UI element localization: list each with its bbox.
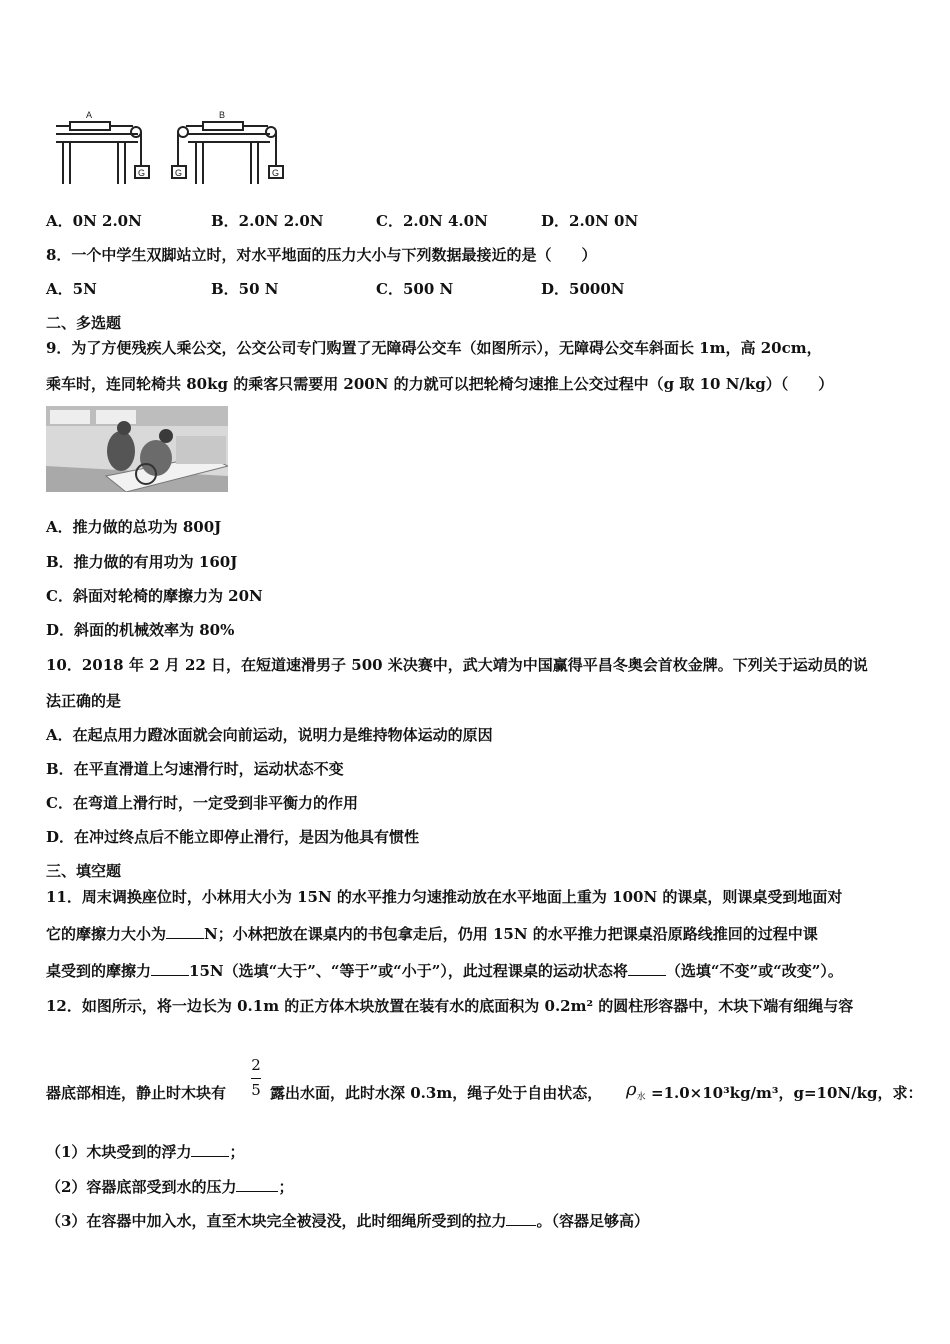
q7-label-b: B	[219, 110, 226, 120]
q12-line2-part3: =1.0×10³kg/m³，g=10N/kg，求：	[651, 1084, 923, 1102]
q9-option-b: B．推力做的有用功为 160J	[46, 553, 238, 571]
q12-blank-2[interactable]	[236, 1177, 278, 1192]
q11-blank-3[interactable]	[628, 961, 666, 976]
q11-line3	[46, 961, 843, 981]
q12-rho-subscript: 水	[636, 1092, 646, 1103]
q12-sub1	[46, 1142, 244, 1162]
q11-line3-part2: 15N（选填“大于”、“等于”或“小于”），此过程课桌的运动状态将	[189, 962, 628, 980]
q10-stem-line1: 10．2018 年 2 月 22 日，在短道速滑男子 500 米决赛中，武大靖为中国赢得平昌冬奥会首枚金牌。下列关于运动员的说	[46, 656, 868, 674]
q8-option-c: C．500 N	[376, 280, 454, 298]
q9-stem-line2: 乘车时，连同轮椅共 80kg 的乘客只需要用 200N 的力就可以把轮椅匀速推上公交过程中（g 取 10 N/kg）（ ）	[46, 375, 834, 393]
q12-rho	[626, 1080, 646, 1108]
q9-option-c: C．斜面对轮椅的摩擦力为 20N	[46, 587, 263, 605]
q12-fraction-bar	[251, 1078, 261, 1079]
q11-line2	[46, 924, 818, 944]
q8-option-b: B．50 N	[211, 280, 279, 298]
q9-option-d: D．斜面的机械效率为 80%	[46, 621, 235, 639]
q7-option-c: C．2.0N 4.0N	[376, 212, 488, 230]
q11-blank-2[interactable]	[151, 961, 189, 976]
q12-sub3-text: （3）在容器中加入水，直至木块完全被浸没，此时细绳所受到的拉力	[46, 1212, 507, 1230]
q12-fraction-numerator: 2	[251, 1056, 261, 1074]
q12-blank-1[interactable]	[191, 1142, 229, 1157]
q9-stem-line1: 9．为了方便残疾人乘公交，公交公司专门购置了无障碍公交车（如图所示），无障碍公交车斜面长 1m，高 20cm，	[46, 339, 822, 357]
q7-label-a: A	[86, 110, 93, 120]
q7-weight-3: G	[272, 168, 280, 178]
section2-title: 二、多选题	[46, 314, 122, 332]
q9-option-a: A．推力做的总功为 800J	[46, 518, 222, 536]
q11-line3-part1: 桌受到的摩擦力	[46, 962, 152, 980]
q12-sub3-end: 。（容器足够高）	[536, 1212, 649, 1230]
q11-line1: 11．周末调换座位时，小林用大小为 15N 的水平推力匀速推动放在水平地面上重为 100N 的课桌，则课桌受到地面对	[46, 888, 843, 906]
q10-option-b: B．在平直滑道上匀速滑行时，运动状态不变	[46, 760, 344, 778]
q7-weight-1: G	[138, 168, 146, 178]
q10-option-c: C．在弯道上滑行时，一定受到非平衡力的作用	[46, 794, 358, 812]
q10-stem-line2: 法正确的是	[46, 692, 122, 710]
q8-option-d: D．5000N	[541, 280, 625, 298]
q12-sub3	[46, 1211, 649, 1231]
q7-figure	[48, 104, 298, 190]
q12-sub2	[46, 1177, 293, 1197]
q11-line2-part2: N；小林把放在课桌内的书包拿走后，仍用 15N 的水平推力把课桌沿原路线推回的过程中课	[204, 925, 818, 943]
q7-option-d: D．2.0N 0N	[541, 212, 639, 230]
q12-line1: 12．如图所示，将一边长为 0.1m 的正方体木块放置在装有水的底面积为 0.2m² 的圆柱形容器中，木块下端有细绳与容	[46, 997, 854, 1015]
q12-sub1-text: （1）木块受到的浮力	[46, 1143, 192, 1161]
q12-sub2-text: （2）容器底部受到水的压力	[46, 1178, 237, 1196]
q12-sub1-end: ；	[229, 1143, 245, 1161]
q12-blank-3[interactable]	[506, 1211, 536, 1226]
q12-rho-symbol: ρ	[626, 1079, 637, 1100]
q10-option-d: D．在冲过终点后不能立即停止滑行，是因为他具有惯性	[46, 828, 420, 846]
q7-option-a: A．0N 2.0N	[46, 212, 142, 230]
q11-line2-part1: 它的摩擦力大小为	[46, 925, 167, 943]
q8-option-a: A．5N	[46, 280, 97, 298]
q8-stem: 8．一个中学生双脚站立时，对水平地面的压力大小与下列数据最接近的是（ ）	[46, 246, 597, 264]
q10-option-a: A．在起点用力蹬冰面就会向前运动，说明力是维持物体运动的原因	[46, 726, 493, 744]
q7-weight-2: G	[175, 168, 183, 178]
q11-line3-part3: （选填“不变”或“改变”）。	[665, 962, 843, 980]
q12-sub2-end: ；	[278, 1178, 294, 1196]
q11-blank-1[interactable]	[166, 924, 204, 939]
q12-fraction-denominator: 5	[251, 1081, 261, 1099]
q12-line2-part2: 露出水面，此时水深 0.3m，绳子处于自由状态，	[270, 1084, 603, 1102]
q9-bus-photo	[46, 406, 228, 492]
q12-line2-part1: 器底部相连，静止时木块有	[46, 1084, 227, 1102]
q7-option-b: B．2.0N 2.0N	[211, 212, 324, 230]
section3-title: 三、填空题	[46, 862, 122, 880]
